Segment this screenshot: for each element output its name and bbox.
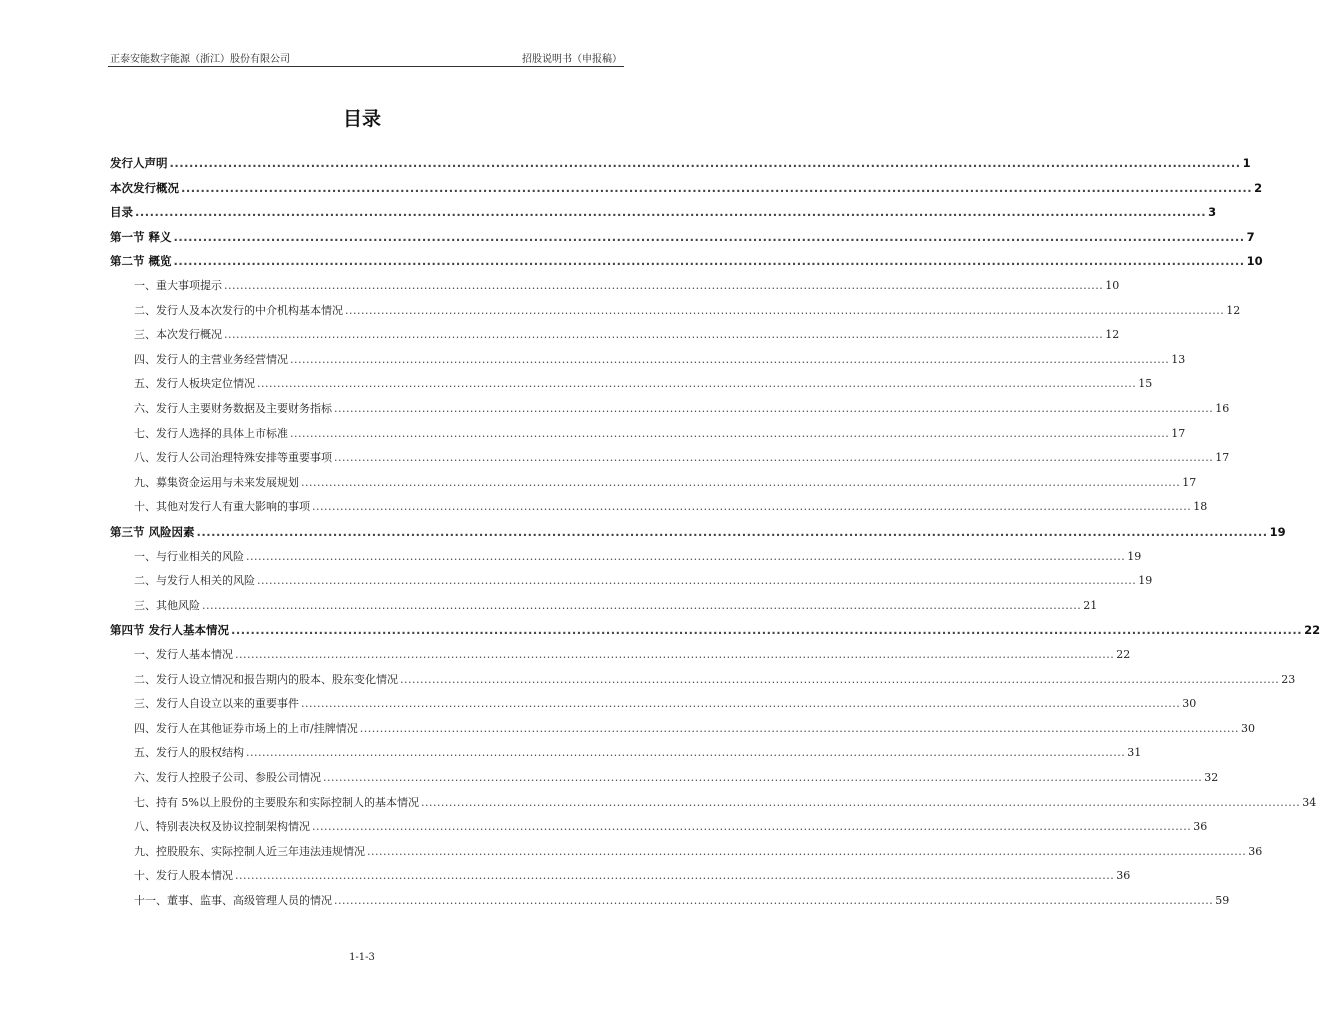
toc-entry-label: 第四节 发行人基本情况 (110, 623, 230, 638)
toc-subsection-entry[interactable] (134, 892, 1230, 910)
toc-dot-leader: ............................................................................................................................................................................................................................ (257, 574, 1137, 588)
toc-entry-page: 30 (1240, 721, 1255, 735)
toc-entry-label: 九、控股股东、实际控制人近三年违法违规情况 (134, 844, 365, 858)
toc-entry-label: 十、其他对发行人有重大影响的事项 (134, 500, 310, 514)
header-doc-type: 招股说明书（申报稿） (522, 54, 622, 65)
toc-entry-page: 3 (1208, 205, 1217, 220)
toc-entry-page: 13 (1171, 352, 1186, 366)
toc-subsection-entry[interactable] (134, 498, 1208, 516)
toc-entry-label: 第二节 概览 (110, 254, 172, 269)
toc-entry-label: 七、持有 5%以上股份的主要股东和实际控制人的基本情况 (134, 795, 419, 809)
toc-subsection-entry[interactable] (134, 449, 1230, 467)
toc-subsection-entry[interactable] (134, 769, 1219, 787)
toc-entry-page: 15 (1138, 377, 1153, 391)
toc-entry-label: 七、发行人选择的具体上市标准 (134, 426, 288, 440)
toc-section-entry[interactable] (110, 523, 1286, 541)
toc-dot-leader: ............................................................................................................................................................................................................................ (334, 451, 1214, 465)
toc-entry-label: 四、发行人的主营业务经营情况 (134, 352, 288, 366)
toc-entry-page: 22 (1304, 623, 1320, 638)
toc-dot-leader: ............................................................................................................................................................................................................................ (323, 771, 1203, 784)
toc-subsection-entry[interactable] (134, 867, 1131, 885)
toc-entry-page: 31 (1127, 746, 1142, 760)
toc-dot-leader: ............................................................................................................................................................................................................................ (400, 672, 1280, 686)
toc-entry-label: 三、本次发行概况 (134, 328, 222, 342)
toc-entry-label: 一、与行业相关的风险 (134, 549, 244, 563)
toc-subsection-entry[interactable] (134, 671, 1296, 689)
toc-entry-page: 17 (1182, 475, 1197, 489)
toc-subsection-entry[interactable] (134, 794, 1317, 812)
toc-dot-leader: ............................................................................................................................................................................................................................ (290, 426, 1170, 440)
toc-dot-leader: ............................................................................................................................................................................................................................ (334, 402, 1214, 415)
toc-entry-page: 36 (1248, 844, 1263, 858)
toc-dot-leader: ............................................................................................................................................................................................................................ (345, 303, 1225, 317)
toc-section-entry[interactable] (110, 228, 1255, 246)
toc-section-entry[interactable] (110, 203, 1217, 221)
toc-entry-label: 一、发行人基本情况 (134, 648, 233, 661)
toc-dot-leader: ............................................................................................................................................................................................................................ (312, 820, 1192, 834)
header-company: 正泰安能数字能源（浙江）股份有限公司 (110, 54, 290, 65)
toc-dot-leader: ............................................................................................................................................................................................................................ (196, 525, 1268, 539)
toc-entry-label: 五、发行人的股权结构 (134, 746, 244, 760)
toc-entry-label: 八、发行人公司治理特殊安排等重要事项 (134, 451, 332, 465)
toc-entry-page: 36 (1193, 820, 1208, 834)
toc-entry-page: 23 (1281, 672, 1296, 686)
toc-entry-label: 三、其他风险 (134, 598, 200, 612)
toc-entry-label: 九、募集资金运用与未来发展规划 (134, 475, 299, 489)
toc-entry-label: 二、发行人设立情况和报告期内的股本、股东变化情况 (134, 672, 398, 686)
toc-subsection-entry[interactable] (134, 425, 1186, 443)
toc-dot-leader: ............................................................................................................................................................................................................................ (231, 623, 1303, 638)
toc-entry-label: 二、与发行人相关的风险 (134, 574, 255, 588)
toc-entry-page: 59 (1215, 894, 1230, 907)
toc-entry-page: 10 (1246, 254, 1263, 269)
toc-entry-label: 六、发行人控股子公司、参股公司情况 (134, 771, 321, 784)
toc-subsection-entry[interactable] (134, 695, 1197, 713)
toc-dot-leader: ............................................................................................................................................................................................................................ (235, 648, 1115, 661)
toc-entry-page: 12 (1105, 328, 1120, 342)
toc-section-entry[interactable] (110, 252, 1263, 270)
toc-subsection-entry[interactable] (134, 474, 1197, 492)
toc-dot-leader: ............................................................................................................................................................................................................................ (359, 721, 1239, 735)
toc-subsection-entry[interactable] (134, 597, 1098, 615)
toc-dot-leader: ............................................................................................................................................................................................................................ (312, 500, 1192, 514)
toc-entry-page: 1 (1242, 156, 1251, 170)
toc-dot-leader: ............................................................................................................................................................................................................................ (334, 894, 1214, 907)
toc-dot-leader: ............................................................................................................................................................................................................................ (420, 795, 1301, 809)
toc-entry-page: 36 (1116, 869, 1131, 883)
toc-subsection-entry[interactable] (134, 572, 1153, 590)
toc-entry-label: 目录 (110, 205, 133, 220)
toc-entry-label: 八、特别表决权及协议控制架构情况 (134, 820, 310, 834)
toc-entry-label: 第一节 释义 (110, 229, 172, 244)
toc-subsection-entry[interactable] (134, 548, 1142, 566)
page-title: 目录 (342, 108, 381, 130)
toc-entry-page: 12 (1226, 303, 1241, 317)
toc-subsection-entry[interactable] (134, 720, 1255, 738)
toc-entry-page: 7 (1246, 229, 1255, 244)
toc-dot-leader: ............................................................................................................................................................................................................................ (224, 328, 1104, 342)
toc-subsection-entry[interactable] (134, 843, 1263, 861)
toc-entry-label: 一、重大事项提示 (134, 279, 222, 292)
toc-entry-page: 19 (1127, 549, 1142, 563)
toc-dot-leader: ............................................................................................................................................................................................................................ (246, 746, 1126, 760)
toc-dot-leader: ............................................................................................................................................................................................................................ (202, 598, 1082, 612)
toc-entry-page: 21 (1083, 598, 1098, 612)
toc-subsection-entry[interactable] (134, 277, 1120, 295)
toc-entry-label: 六、发行人主要财务数据及主要财务指标 (134, 402, 332, 415)
toc-dot-leader: ............................................................................................................................................................................................................................ (135, 205, 1207, 220)
toc-section-entry[interactable] (110, 154, 1251, 172)
toc-dot-leader: ............................................................................................................................................................................................................................ (290, 352, 1170, 366)
toc-entry-label: 二、发行人及本次发行的中介机构基本情况 (134, 303, 343, 317)
toc-entry-label: 十、发行人股本情况 (134, 869, 233, 883)
toc-section-entry[interactable] (110, 179, 1263, 197)
toc-dot-leader: ............................................................................................................................................................................................................................ (173, 229, 1245, 244)
toc-subsection-entry[interactable] (134, 326, 1120, 344)
toc-entry-label: 发行人声明 (110, 156, 168, 170)
toc-entry-page: 17 (1215, 451, 1230, 465)
toc-dot-leader: ............................................................................................................................................................................................................................ (257, 377, 1137, 391)
toc-entry-page: 19 (1269, 525, 1286, 539)
toc-dot-leader: ............................................................................................................................................................................................................................ (169, 156, 1241, 170)
toc-entry-label: 五、发行人板块定位情况 (134, 377, 255, 391)
toc-entry-page: 34 (1302, 795, 1317, 809)
toc-subsection-entry[interactable] (134, 646, 1131, 664)
toc-dot-leader: ............................................................................................................................................................................................................................ (173, 254, 1245, 269)
toc-entry-label: 三、发行人自设立以来的重要事件 (134, 697, 299, 711)
toc-entry-page: 22 (1116, 648, 1131, 661)
toc-subsection-entry[interactable] (134, 818, 1208, 836)
toc-entry-label: 本次发行概况 (110, 180, 179, 195)
toc-dot-leader: ............................................................................................................................................................................................................................ (367, 844, 1247, 858)
toc-subsection-entry[interactable] (134, 375, 1153, 393)
toc-subsection-entry[interactable] (134, 744, 1142, 762)
toc-entry-page: 19 (1138, 574, 1153, 588)
toc-entry-page: 32 (1204, 771, 1219, 784)
toc-subsection-entry[interactable] (134, 351, 1186, 369)
toc-dot-leader: ............................................................................................................................................................................................................................ (301, 697, 1181, 711)
toc-entry-page: 10 (1105, 279, 1120, 292)
toc-entry-page: 2 (1254, 180, 1263, 195)
toc-entry-label: 四、发行人在其他证券市场上的上市/挂牌情况 (134, 721, 358, 735)
toc-section-entry[interactable] (110, 621, 1320, 639)
toc-entry-page: 17 (1171, 426, 1186, 440)
toc-subsection-entry[interactable] (134, 400, 1230, 418)
toc-dot-leader: ............................................................................................................................................................................................................................ (181, 180, 1253, 195)
toc-entry-label: 十一、董事、监事、高级管理人员的情况 (134, 894, 332, 907)
toc-dot-leader: ............................................................................................................................................................................................................................ (301, 475, 1181, 489)
toc-dot-leader: ............................................................................................................................................................................................................................ (246, 549, 1126, 563)
toc-entry-page: 30 (1182, 697, 1197, 711)
toc-dot-leader: ............................................................................................................................................................................................................................ (224, 279, 1104, 292)
toc-entry-label: 第三节 风险因素 (110, 525, 195, 539)
toc-entry-page: 16 (1215, 402, 1230, 415)
toc-entry-page: 18 (1193, 500, 1208, 514)
toc-dot-leader: ............................................................................................................................................................................................................................ (235, 869, 1115, 883)
toc-subsection-entry[interactable] (134, 302, 1241, 320)
page-number: 1-1-3 (349, 952, 375, 963)
